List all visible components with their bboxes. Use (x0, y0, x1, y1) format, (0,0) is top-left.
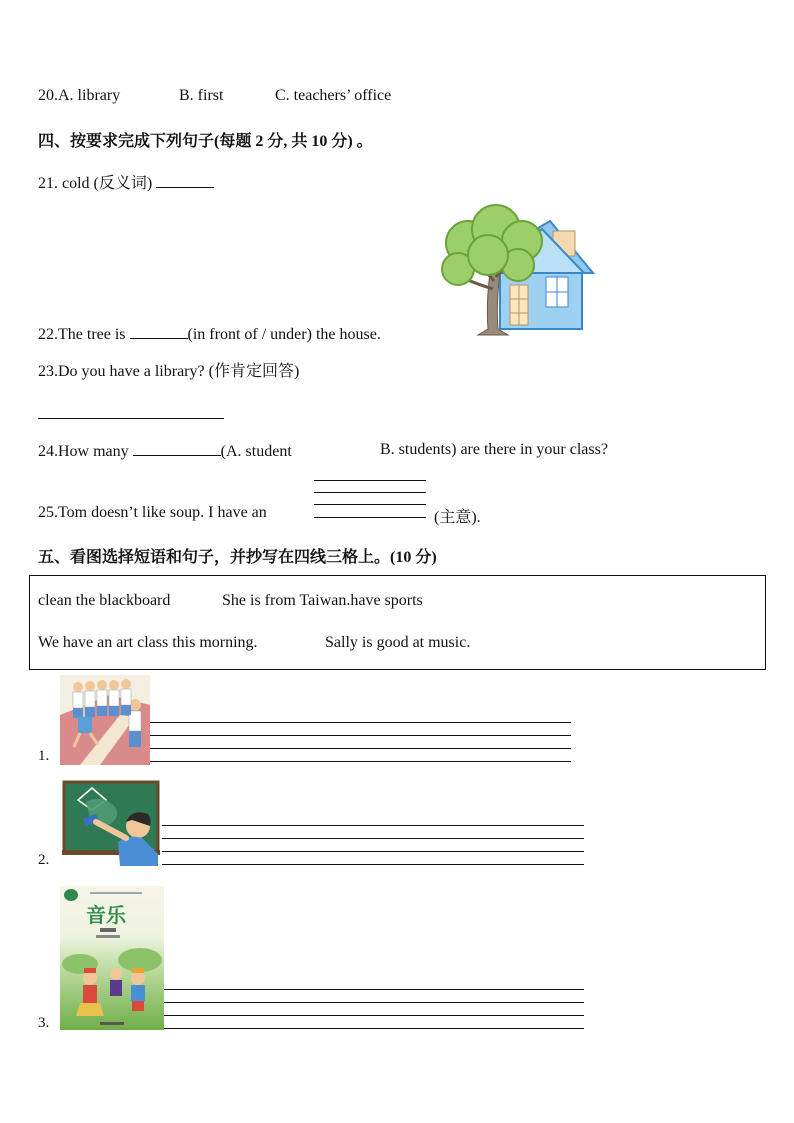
word-bank-item-art-class: We have an art class this morning. (38, 634, 258, 651)
word-bank-item-good-at-music: Sally is good at music. (325, 634, 471, 651)
q24-answer-blank[interactable] (133, 441, 221, 456)
q23-answer-line[interactable] (38, 418, 224, 419)
q20-option-c: C. teachers’ office (275, 87, 392, 104)
question-20 (38, 87, 120, 105)
section-4-heading: 四、按要求完成下列句子(每题 2 分, 共 10 分) 。 (38, 133, 373, 150)
picture-1-guide-line-3 (150, 748, 571, 749)
picture-2-guide-line-2 (162, 838, 584, 839)
section-5-heading: 五、看图选择短语和句子，并抄写在四线三格上。(10 分) (38, 549, 437, 566)
question-24 (38, 441, 292, 461)
word-bank-item-clean-the-blackboard: clean the blackboard (38, 592, 171, 609)
picture-3-number: 3. (38, 1015, 50, 1031)
question-22 (38, 324, 381, 344)
question-23: 23.Do you have a library? (作肯定回答) (38, 363, 300, 380)
q20-option-b: B. first (179, 87, 224, 104)
q22-text-before: 22.The tree is (38, 326, 126, 343)
word-bank-box (29, 575, 766, 670)
q22-text-after: (in front of / under) the house. (187, 326, 381, 343)
word-bank-item-taiwan-have-sports: She is from Taiwan.have sports (222, 592, 423, 609)
picture-3-guide-line-2 (164, 1002, 584, 1003)
q25-text-before: 25.Tom doesn’t like soup. I have an (38, 504, 267, 521)
question-21 (38, 170, 214, 193)
music-book-cover-picture (60, 886, 164, 1030)
q24-text-before: 24.How many (38, 443, 129, 460)
picture-1-answer-line[interactable] (150, 761, 571, 762)
picture-3-answer-line[interactable] (164, 1028, 584, 1029)
picture-1-number: 1. (38, 748, 50, 764)
publisher-logo-icon (64, 889, 78, 901)
picture-1-guide-line-1 (150, 722, 571, 723)
children-running-icon (60, 675, 150, 765)
q25-guide-line-2 (314, 492, 426, 493)
cover-grade-mark (96, 935, 120, 938)
cover-small-text-line (90, 892, 142, 894)
q24-option-a: (A. student (220, 443, 292, 460)
q20-number: 20. (38, 87, 58, 104)
q25-guide-line-3 (314, 504, 426, 505)
picture-2-guide-line-3 (162, 851, 584, 852)
q25-text-after: (主意). (434, 509, 481, 526)
picture-3-guide-line-3 (164, 1015, 584, 1016)
q21-text: 21. cold (反义词) (38, 175, 153, 192)
q25-guide-line-4[interactable] (314, 517, 426, 518)
picture-2-number: 2. (38, 852, 50, 868)
book-title: 音乐 (86, 903, 126, 927)
cover-edition-mark (100, 928, 116, 932)
picture-1-guide-line-2 (150, 735, 571, 736)
q25-guide-line-1 (314, 480, 426, 481)
picture-2-guide-line-1 (162, 825, 584, 826)
q21-answer-blank[interactable] (156, 173, 214, 188)
picture-3-guide-line-1 (164, 989, 584, 990)
q24-option-b: B. students) are there in your class? (380, 441, 608, 458)
tree-and-house-picture (438, 203, 596, 338)
picture-2-answer-line[interactable] (162, 864, 584, 865)
boy-cleaning-blackboard-icon (62, 780, 160, 866)
q22-answer-blank[interactable] (130, 324, 188, 339)
children-singing-icon (60, 944, 164, 1030)
q20-option-a: A. library (58, 87, 121, 104)
